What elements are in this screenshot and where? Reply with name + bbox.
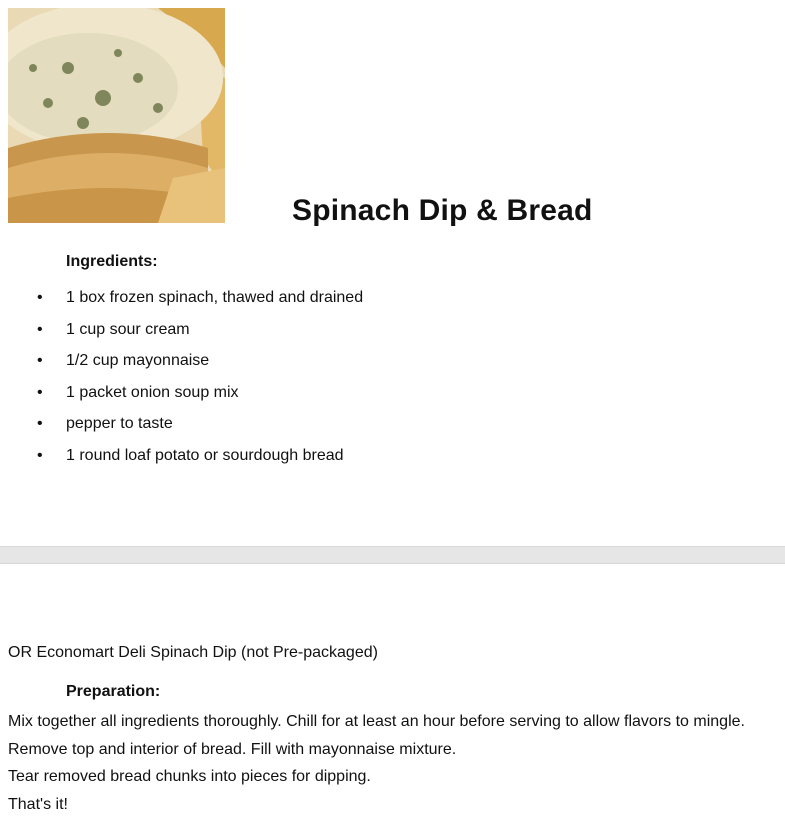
bullet-icon: • (37, 320, 43, 338)
bread-bowl-illustration (8, 8, 225, 223)
bullet-icon: • (37, 383, 43, 401)
preparation-heading: Preparation: (66, 683, 161, 700)
alternative-option: OR Economart Deli Spinach Dip (not Pre-packaged) (8, 644, 378, 661)
ingredient-text: pepper to taste (66, 415, 173, 432)
preparation-steps (8, 708, 768, 818)
ingredient-text: 1 round loaf potato or sourdough bread (66, 446, 344, 464)
bullet-icon: • (37, 289, 43, 306)
preparation-step: That's it! (8, 795, 68, 813)
ingredients-heading: Ingredients: (66, 253, 158, 270)
spinach-dip-photo (8, 8, 225, 223)
ingredient-text: 1 box frozen spinach, thawed and drained (66, 289, 364, 306)
bullet-icon: • (37, 352, 43, 369)
preparation-step: Remove top and interior of bread. Fill with mayonnaise mixture. (8, 740, 457, 758)
ingredient-text: 1/2 cup mayonnaise (66, 352, 210, 369)
preparation-step: Mix together all ingredients thoroughly. Chill for at least an hour before serving to allow flavors to mingle. (8, 713, 745, 730)
bullet-icon: • (37, 446, 43, 464)
ingredient-text: 1 cup sour cream (66, 320, 190, 338)
page-break (0, 546, 785, 564)
bullet-icon: • (37, 415, 43, 432)
preparation-step: Tear removed bread chunks into pieces for dipping. (8, 768, 371, 785)
ingredient-text: 1 packet onion soup mix (66, 383, 239, 401)
recipe-title: Spinach Dip & Bread (292, 194, 593, 227)
